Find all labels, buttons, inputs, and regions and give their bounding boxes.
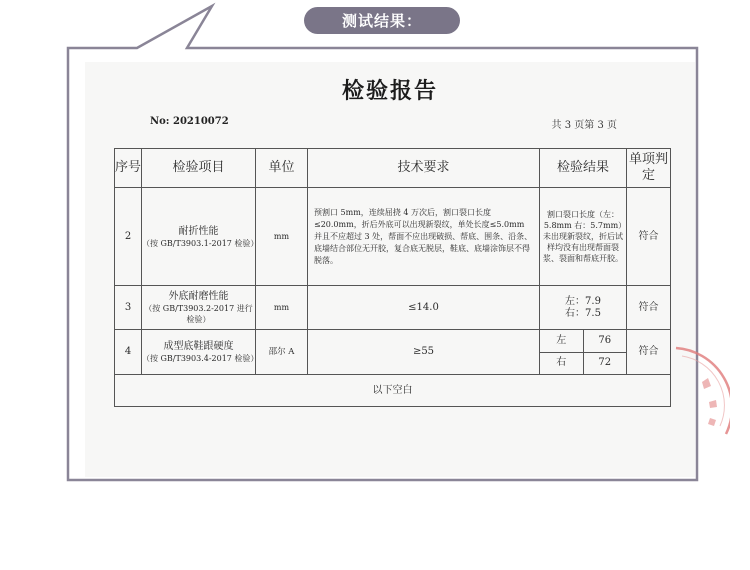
header-item: 检验项目 [142, 149, 256, 188]
table-footer-row [115, 375, 671, 407]
row-seq: 3 [115, 286, 142, 330]
row-verdict: 符合 [627, 330, 671, 375]
row-requirement: ≤14.0 [308, 286, 540, 330]
row-verdict: 符合 [627, 188, 671, 286]
hardness-right-value: 72 [598, 357, 612, 369]
report-page-info: 共 3 页第 3 页 [551, 120, 617, 131]
result-banner-label: 测试结果： [341, 12, 422, 30]
row-seq: 2 [115, 188, 142, 286]
row-requirement: 预割口 5mm，连续屈挠 4 万次后，割口裂口长度≤20.0mm，折后外底可以出现新裂纹，单处长度≤5.0mm 并且不应超过 3 处，帮面不应出现破损、帮底、围条、沿条、底墙结合部位无开胶，复合底无脱层，鞋底、底墙涂饰层不得脱落。 [308, 188, 540, 286]
row-item-name: 耐折性能 [178, 225, 219, 237]
header-result: 检验结果 [540, 149, 627, 188]
row-item [142, 330, 259, 375]
row-item-name: 成型底鞋跟硬度 [163, 341, 234, 352]
report-title: 检验报告 [341, 78, 438, 104]
row-item-method: （按 GB/T3903.2-2017 进行检验） [144, 304, 253, 324]
row-item-name: 外底耐磨性能 [168, 291, 229, 302]
table-row [115, 330, 671, 375]
table-header-row [115, 149, 671, 188]
row-verdict: 符合 [627, 286, 671, 330]
row-requirement: ≥55 [308, 330, 540, 375]
row-result [540, 286, 627, 330]
table-row [115, 286, 671, 330]
report-paper [85, 62, 695, 477]
seal-stamp [662, 342, 730, 438]
row-seq: 4 [115, 330, 142, 375]
hardness-left-label: 左 [540, 330, 583, 352]
blank-below-note: 以下空白 [115, 375, 671, 407]
header-requirement: 技术要求 [308, 149, 540, 188]
row-item [142, 188, 259, 286]
report-number: No: 20210072 [150, 116, 229, 127]
hardness-subtable [540, 330, 626, 374]
report-table [114, 148, 671, 407]
row-item-method: （按 GB/T3903.1-2017 检验） [142, 238, 259, 248]
header-verdict: 单项判定 [627, 149, 671, 188]
header-seq: 序号 [115, 149, 142, 188]
row-item [142, 286, 256, 330]
result-banner [304, 7, 460, 34]
hardness-right-label: 右 [540, 352, 583, 374]
hardness-left-value: 76 [583, 330, 626, 352]
row-result [540, 330, 627, 375]
table-row [115, 188, 671, 286]
row-unit: mm [256, 286, 308, 330]
header-unit: 单位 [256, 149, 308, 188]
row-result-right: 右：7.5 [565, 307, 601, 319]
row-result-left: 左：7.9 [565, 295, 601, 307]
row-item-method: （按 GB/T3903.4-2017 检验） [142, 354, 259, 363]
row-result: 割口裂口长度（左：5.8mm 右：5.7mm）未出现新裂纹，折后试样均没有出现帮面裂浆、裂面和帮底开胶。 [540, 188, 627, 286]
row-unit: mm [256, 188, 308, 286]
row-unit: 邵尔 A [256, 330, 308, 375]
